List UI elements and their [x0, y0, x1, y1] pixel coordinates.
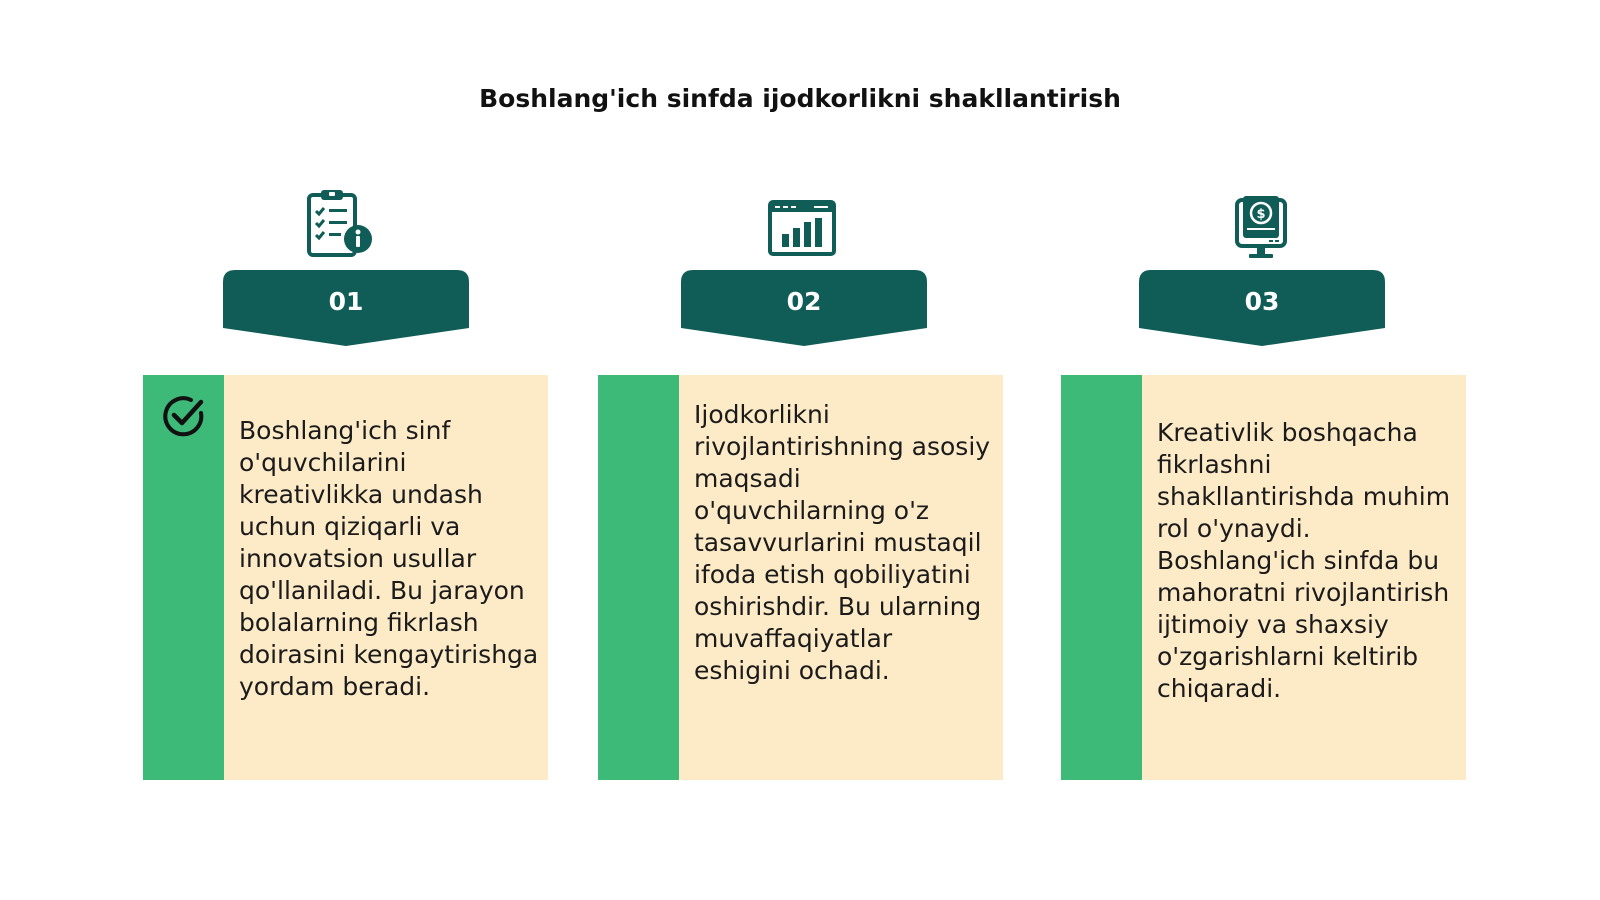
clipboard-checklist-info-icon [305, 187, 385, 267]
number-tab-03 [1139, 270, 1385, 346]
card-03 [1061, 375, 1466, 780]
check-circle-icon [161, 393, 207, 439]
card-text: Kreativlik boshqacha fikrlashni shakllantirishda muhim rol o'ynaydi. Boshlang'ich sinfda bu mahoratni rivojlantirish ijtimoiy va shaxsiy o'zgarishlarni keltirib chiqaradi. [1157, 418, 1451, 703]
monitor-dollar-icon [1223, 188, 1303, 268]
card-02 [598, 375, 1003, 780]
number-tab-01 [223, 270, 469, 346]
number-label: 01 [328, 287, 364, 316]
card-body [1142, 375, 1466, 780]
card-bar [1061, 375, 1142, 780]
card-text: Boshlang'ich sinf o'quvchilarini kreativlikka undash uchun qiziqarli va innovatsion usullar qo'llaniladi. Bu jarayon bolalarning fikrlash doirasini kengaytirishga yordam beradi. [239, 416, 539, 701]
slide-title: Boshlang'ich sinfda ijodkorlikni shakllantirish [479, 84, 1121, 113]
card-body [679, 375, 1003, 780]
number-label: 03 [1244, 287, 1280, 316]
card-body [224, 375, 548, 780]
number-tab-02 [681, 270, 927, 346]
card-bar [143, 375, 224, 780]
card-text: Ijodkorlikni rivojlantirishning asosiy maqsadi o'quvchilarning o'z tasavvurlarini mustaqil ifoda etish qobiliyatini oshirishdir. Bu ularning muvaffaqiyatlar eshigini ochadi. [694, 400, 991, 685]
card-bar [598, 375, 679, 780]
svg-text:$: $ [1256, 207, 1266, 222]
card-01 [143, 375, 548, 780]
number-label: 02 [786, 287, 822, 316]
browser-bar-chart-icon [762, 190, 842, 270]
